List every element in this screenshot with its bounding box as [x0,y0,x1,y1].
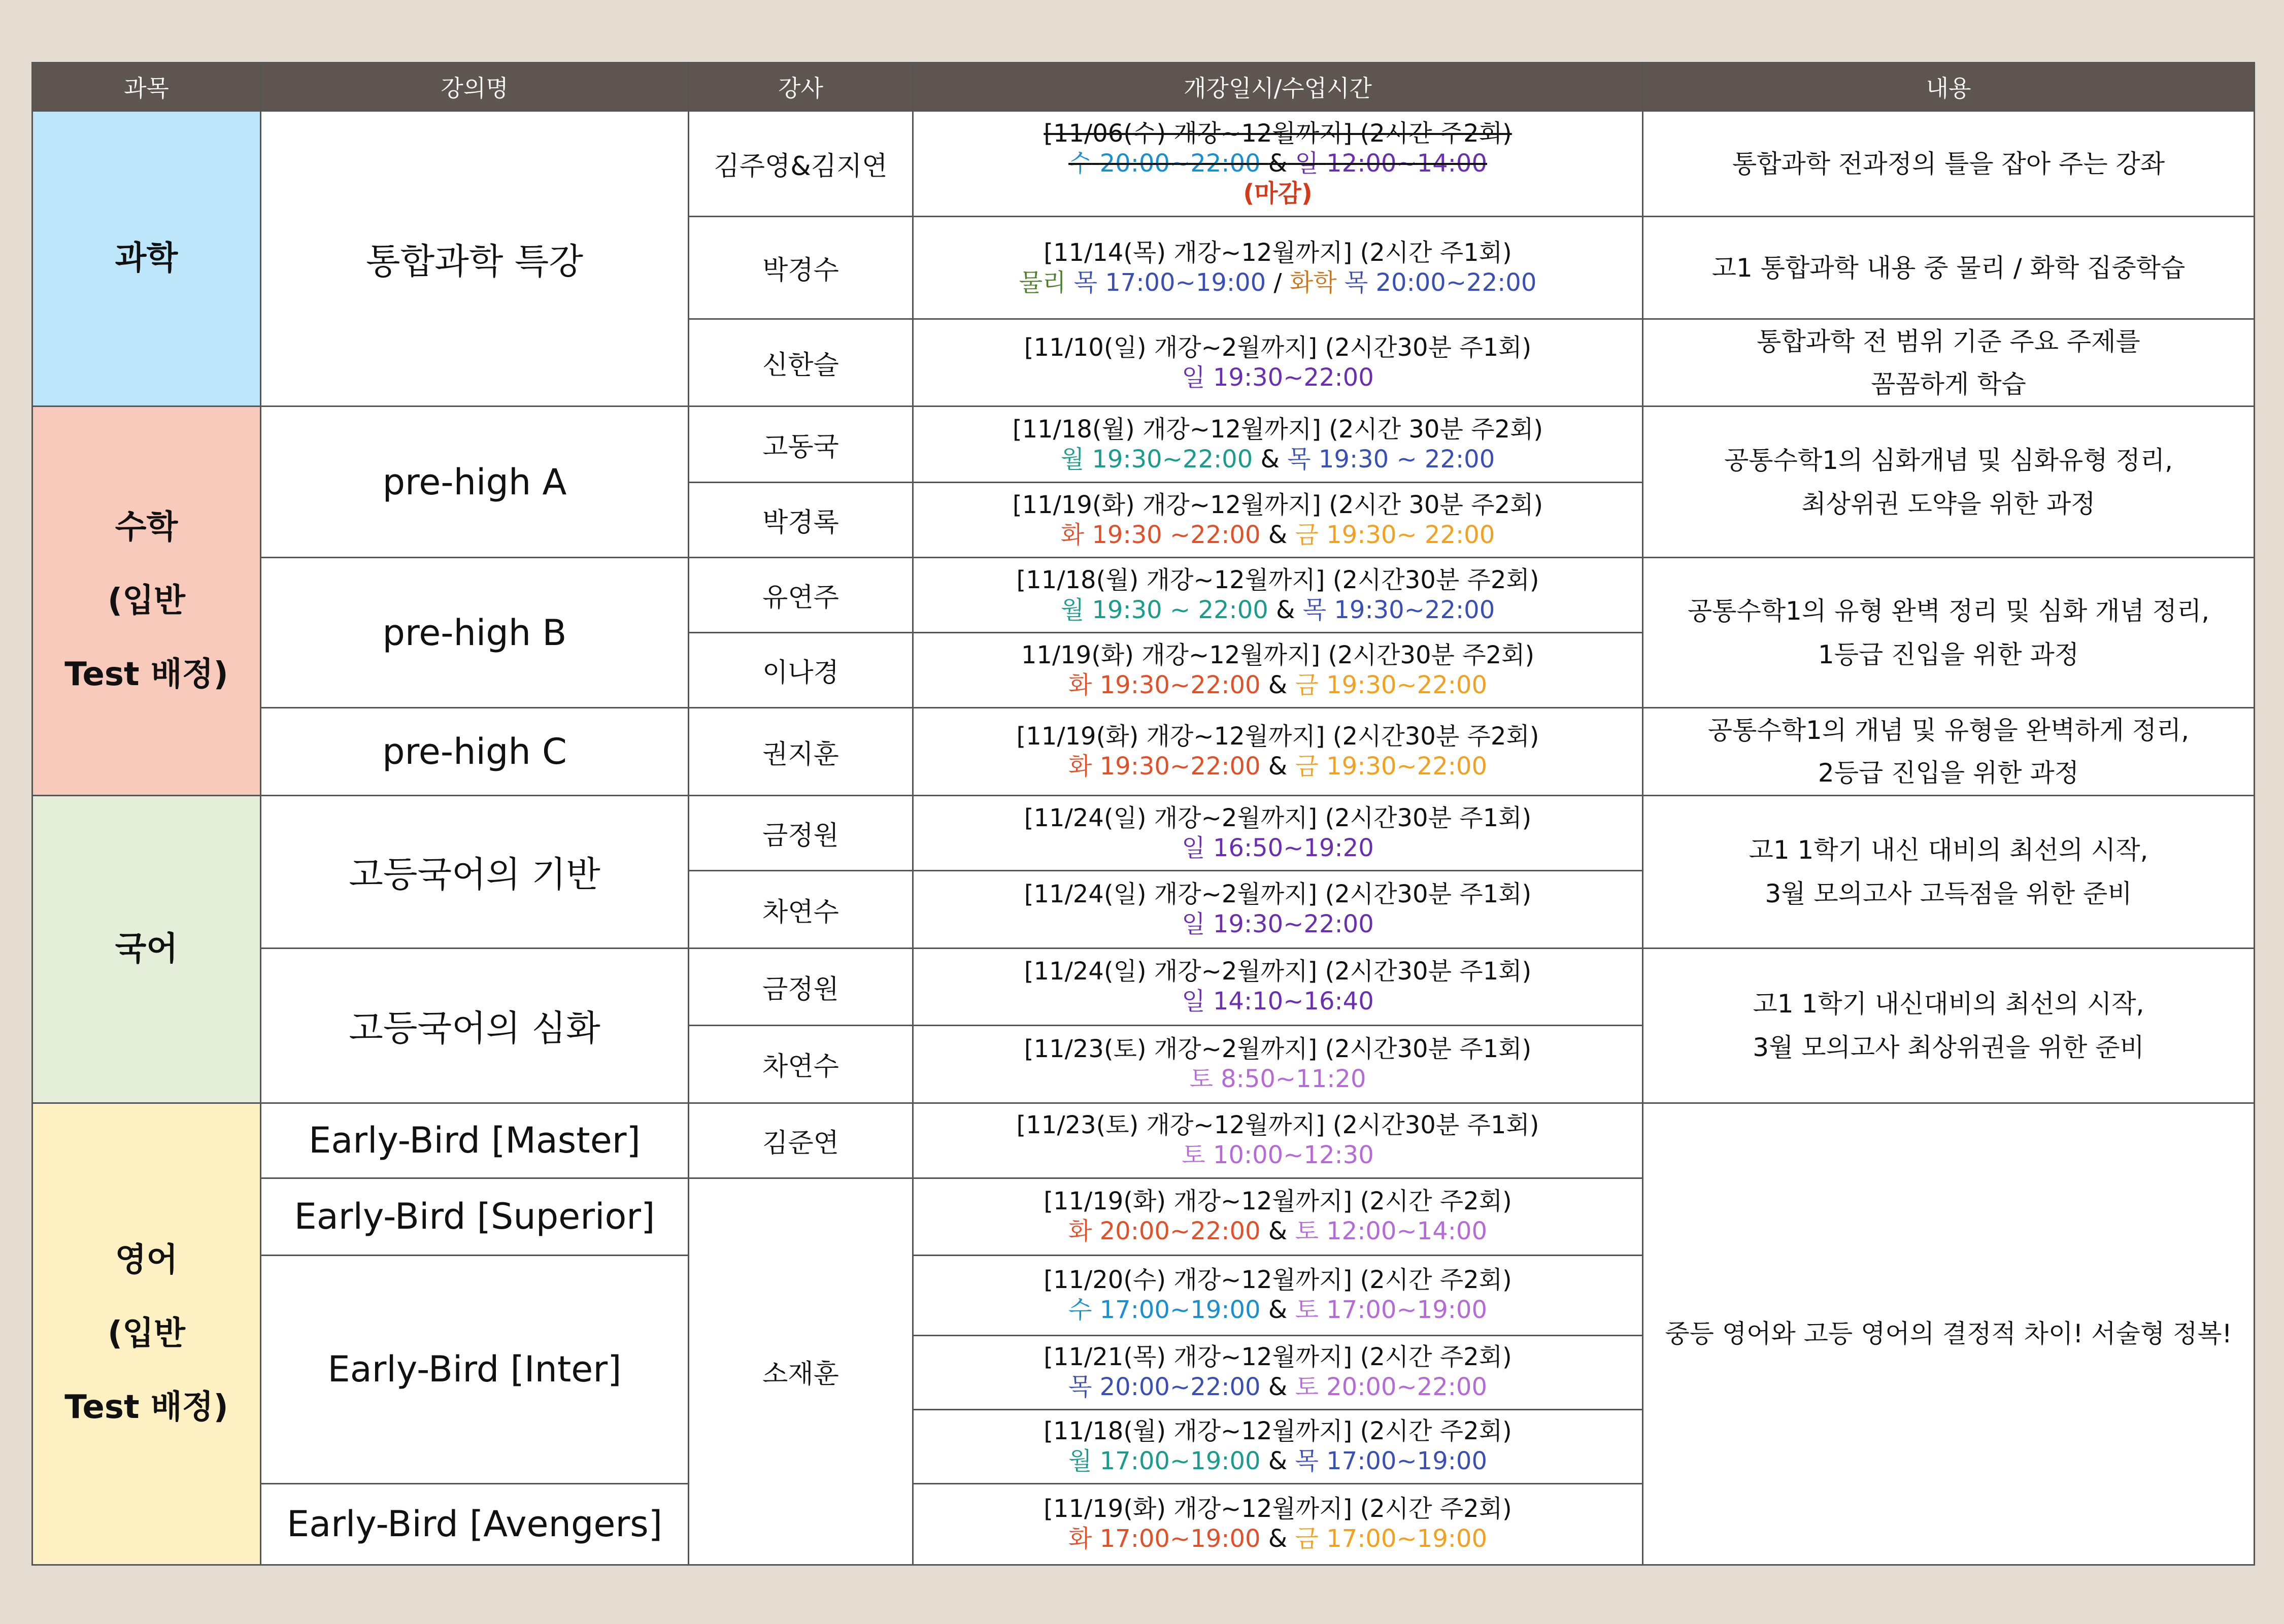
table-row [32,558,2255,633]
time-range: 17:00~19:00 [1326,1296,1487,1325]
course-name: Early-Bird [Inter] [261,1255,689,1483]
course-name: Early-Bird [Superior] [261,1178,689,1255]
course-name: Early-Bird [Avengers] [261,1483,689,1565]
schedule-cell [913,796,1643,871]
time-range: 19:30~ 22:00 [1326,520,1495,549]
subject-math [32,407,261,796]
teacher-name: 김주영&김지연 [689,111,913,217]
teacher-name: 이나경 [689,633,913,708]
schedule-times [917,987,1639,1017]
time-range: 12:00~14:00 [1326,149,1487,178]
schedule-cell [913,1483,1643,1565]
time-range: 17:00~19:00 [1099,1296,1261,1325]
time-range: 17:00~19:00 [1326,1525,1487,1553]
schedule-cell [913,871,1643,948]
schedule-header: [11/24(일) 개강~2월까지] (2시간30분 주1회) [1024,880,1532,908]
day-label: 목 [1068,1373,1092,1402]
schedule-cell [913,1103,1643,1178]
teacher-name: 차연수 [689,1025,913,1103]
ampersand: & [1268,752,1288,781]
table-row [32,708,2255,796]
schedule-times [917,1295,1639,1325]
schedule-times [917,1372,1639,1402]
schedule-cell [913,558,1643,633]
time-range: 12:00~14:00 [1326,1217,1487,1246]
course-name: 통합과학 특강 [261,111,689,407]
day-label: 일 [1182,910,1205,938]
schedule-cell [913,948,1643,1025]
schedule-cell [913,319,1643,407]
time-range: 19:30~22:00 [1099,752,1261,781]
schedule-cell [913,1255,1643,1335]
description-line: 공통수학1의 개념 및 유형을 완벽하게 정리, [1707,716,2190,746]
time-range: 20:00~22:00 [1099,1373,1261,1402]
schedule-times [917,149,1639,179]
schedule-header: [11/18(월) 개강~12월까지] (2시간30분 주2회) [1016,565,1539,594]
schedule-header: [11/19(화) 개강~12월까지] (2시간 30분 주2회) [1012,490,1543,519]
description-line: 통합과학 전 범위 기준 주요 주제를 [1757,326,2140,356]
ampersand: & [1268,1525,1288,1553]
header-row [32,63,2255,111]
table-row [32,407,2255,483]
description-line: 고1 1학기 내신 대비의 최선의 시작, [1749,835,2148,865]
time-range: 19:30~22:00 [1326,670,1487,699]
course-description [1643,796,2255,948]
schedule-cell [913,483,1643,558]
day-label: 화 [1068,1525,1092,1553]
course-description: 중등 영어와 고등 영어의 결정적 차이! 서술형 정복! [1643,1103,2255,1565]
slash: / [1273,268,1282,297]
subject-line: Test 배정) [64,1388,228,1426]
time-range: 20:00~22:00 [1326,1373,1487,1402]
header-content: 내용 [1643,63,2255,111]
schedule-header: [11/10(일) 개강~2월까지] (2시간30분 주1회) [1024,333,1532,362]
schedule-cell [913,1025,1643,1103]
schedule-header: [11/14(목) 개강~12월까지] (2시간 주1회) [1044,238,1512,267]
schedule-header: [11/23(토) 개강~2월까지] (2시간30분 주1회) [1024,1034,1532,1063]
teacher-name: 박경록 [689,483,913,558]
ampersand: & [1268,520,1288,549]
ampersand: & [1268,1447,1288,1476]
day-label: 일 [1182,363,1205,392]
schedule-times [917,833,1639,863]
schedule-header: [11/19(화) 개강~12월까지] (2시간 주2회) [1044,1495,1512,1524]
schedule-cell [913,708,1643,796]
subject-tag-physics: 물리 [1019,268,1066,297]
schedule-cell [913,633,1643,708]
day-label: 일 [1182,833,1205,862]
teacher-name: 고동국 [689,407,913,483]
schedule-header: [11/24(일) 개강~2월까지] (2시간30분 주1회) [1024,803,1532,832]
time-range: 19:30~22:00 [1326,752,1487,781]
day-label: 목 [1073,268,1097,297]
schedule-header: [11/19(화) 개강~12월까지] (2시간30분 주2회) [1016,722,1539,751]
schedule-times [917,1216,1639,1246]
day-label: 토 [1295,1373,1319,1402]
schedule-header: [11/06(수) 개강~12월까지] (2시간 주2회) [1044,119,1512,148]
day-label: 월 [1060,595,1085,624]
time-range: 19:30 ~22:00 [1092,520,1261,549]
time-range: 20:00~22:00 [1099,1217,1261,1246]
schedule-cell [913,407,1643,483]
day-label: 화 [1068,670,1092,699]
course-description [1643,319,2255,407]
day-label: 금 [1295,520,1319,549]
schedule-cell [913,111,1643,217]
day-label: 수 [1068,1296,1092,1325]
schedule-cell [913,1409,1643,1483]
schedule-times [917,752,1639,782]
description-line: 2등급 진입을 위한 과정 [1818,758,2079,788]
course-name: pre-high A [261,407,689,558]
table-row [32,948,2255,1025]
schedule-times [917,363,1639,393]
day-label: 금 [1295,1525,1319,1553]
schedule-cell [913,217,1643,319]
course-description [1643,407,2255,558]
schedule-cell [913,1335,1643,1409]
schedule-cell [913,1178,1643,1255]
time-range: 17:00~19:00 [1326,1447,1487,1476]
time-range: 16:50~19:20 [1213,833,1374,862]
day-label: 금 [1295,670,1319,699]
schedule-header: [11/19(화) 개강~12월까지] (2시간 주2회) [1044,1187,1512,1216]
schedule-times [917,268,1639,298]
ampersand: & [1268,149,1288,178]
subject-line: (입반 [108,1314,185,1352]
day-label: 목 [1287,445,1311,473]
header-subject: 과목 [32,63,261,111]
ampersand: & [1268,1217,1288,1246]
day-label: 목 [1344,268,1368,297]
day-label: 토 [1295,1217,1319,1246]
schedule-header: [11/18(월) 개강~12월까지] (2시간 주2회) [1044,1417,1512,1446]
ampersand: & [1268,1373,1288,1402]
description-line: 공통수학1의 심화개념 및 심화유형 정리, [1724,445,2173,475]
schedule-header: [11/23(토) 개강~12월까지] (2시간30분 주1회) [1016,1111,1539,1140]
description-line: 공통수학1의 유형 완벽 정리 및 심화 개념 정리, [1687,596,2210,626]
time-range: 19:30~22:00 [1092,445,1253,473]
subject-line: 수학 [115,508,178,546]
ampersand: & [1268,670,1288,699]
course-description: 고1 통합과학 내용 중 물리 / 화학 집중학습 [1643,217,2255,319]
day-label: 화 [1068,752,1092,781]
teacher-name: 차연수 [689,871,913,948]
subject-english [32,1103,261,1565]
schedule-times [917,909,1639,939]
schedule-header: 11/19(화) 개강~12월까지] (2시간30분 주2회) [1021,640,1535,669]
subject-line: 영어 [115,1241,178,1279]
teacher-name: 박경수 [689,217,913,319]
header-schedule: 개강일시/수업시간 [913,63,1643,111]
schedule-header: [11/21(목) 개강~12월까지] (2시간 주2회) [1044,1343,1512,1372]
day-label: 수 [1068,149,1092,178]
schedule-times [917,595,1639,625]
table-row [32,796,2255,871]
day-label: 월 [1068,1447,1092,1476]
course-name: 고등국어의 기반 [261,796,689,948]
course-description: 통합과학 전과정의 틀을 잡아 주는 강좌 [1643,111,2255,217]
description-line: 고1 1학기 내신대비의 최선의 시작, [1753,989,2144,1019]
time-range: 19:30 ~ 22:00 [1092,595,1268,624]
time-range: 20:00~22:00 [1375,268,1537,297]
day-label: 일 [1295,149,1319,178]
day-label: 화 [1060,520,1085,549]
course-schedule-table [31,62,2255,1566]
day-label: 목 [1302,595,1327,624]
course-description [1643,948,2255,1103]
ampersand: & [1268,1296,1288,1325]
time-range: 8:50~11:20 [1221,1064,1366,1093]
teacher-name: 김준연 [689,1103,913,1178]
time-range: 19:30~22:00 [1213,910,1374,938]
time-range: 17:00~19:00 [1099,1525,1261,1553]
ampersand: & [1276,595,1295,624]
schedule-header: [11/24(일) 개강~2월까지] (2시간30분 주1회) [1024,957,1532,986]
day-label: 토 [1295,1296,1319,1325]
subject-science: 과학 [32,111,261,407]
subject-line: (입반 [108,582,185,620]
description-line: 3월 모의고사 고득점을 위한 준비 [1765,878,2132,908]
teacher-name: 신한슬 [689,319,913,407]
day-label: 월 [1060,445,1085,473]
schedule-times [917,445,1639,475]
schedule-header: [11/20(수) 개강~12월까지] (2시간 주2회) [1044,1266,1512,1295]
closed-badge: (마감) [1243,179,1313,208]
time-range: 19:30 ~ 22:00 [1318,445,1495,473]
schedule-times [917,1446,1639,1476]
schedule-times [917,1524,1639,1554]
time-range: 20:00~22:00 [1099,149,1261,178]
description-line: 최상위권 도약을 위한 과정 [1801,489,2096,519]
time-range: 14:10~16:40 [1213,987,1374,1016]
subject-tag-chemistry: 화학 [1289,268,1337,297]
time-range: 10:00~12:30 [1213,1141,1374,1170]
time-range: 17:00~19:00 [1105,268,1266,297]
time-range: 19:30~22:00 [1334,595,1495,624]
course-name: pre-high B [261,558,689,708]
time-range: 19:30~22:00 [1213,363,1374,392]
description-line: 1등급 진입을 위한 과정 [1818,639,2079,669]
day-label: 일 [1182,987,1205,1016]
schedule-times [917,520,1639,550]
course-description [1643,558,2255,708]
header-course: 강의명 [261,63,689,111]
description-line: 꼼꼼하게 학습 [1871,369,2026,399]
schedule-times [917,1140,1639,1170]
day-label: 목 [1295,1447,1319,1476]
schedule-header: [11/18(월) 개강~12월까지] (2시간 30분 주2회) [1012,415,1543,444]
time-range: 19:30~22:00 [1099,670,1261,699]
teacher-name: 권지훈 [689,708,913,796]
table-row [32,111,2255,217]
table-row [32,1103,2255,1178]
day-label: 금 [1295,752,1319,781]
schedule-times [917,670,1639,700]
subject-korean: 국어 [32,796,261,1103]
ampersand: & [1260,445,1280,473]
teacher-name: 금정원 [689,948,913,1025]
teacher-name: 금정원 [689,796,913,871]
description-line: 3월 모의고사 최상위권을 위한 준비 [1753,1032,2144,1062]
day-label: 화 [1068,1217,1092,1246]
course-name: 고등국어의 심화 [261,948,689,1103]
day-label: 토 [1182,1141,1205,1170]
header-teacher: 강사 [689,63,913,111]
course-name: Early-Bird [Master] [261,1103,689,1178]
course-name: pre-high C [261,708,689,796]
teacher-name: 유연주 [689,558,913,633]
schedule-times [917,1064,1639,1094]
course-description [1643,708,2255,796]
time-range: 17:00~19:00 [1099,1447,1261,1476]
subject-line: Test 배정) [64,655,228,693]
teacher-name: 소재훈 [689,1178,913,1565]
day-label: 토 [1189,1064,1213,1093]
